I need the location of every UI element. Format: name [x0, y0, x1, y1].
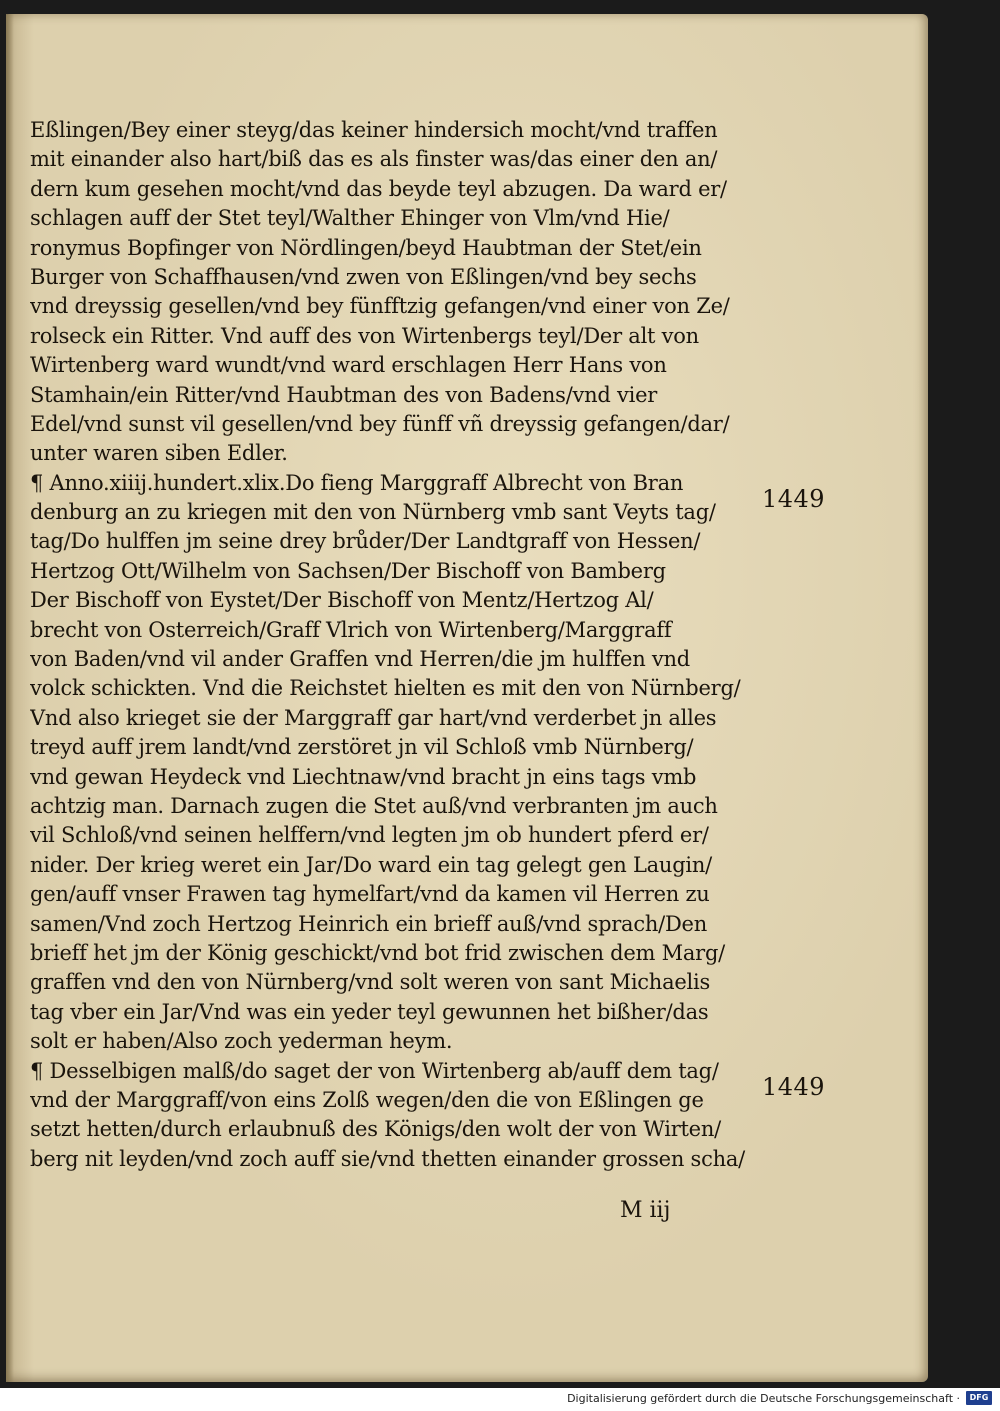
text-line: ¶ Desselbigen malß/do saget der von Wirtenberg ab/auff dem tag/ — [30, 1058, 719, 1083]
funding-note: Digitalisierung gefördert durch die Deutsche Forschungsgemeinschaft · — [567, 1392, 960, 1405]
text-line: graffen vnd den von Nürnberg/vnd solt weren von sant Michaelis — [30, 970, 710, 995]
text-line: vnd der Marggraff/von eins Zolß wegen/den die von Eßlingen ge — [30, 1087, 704, 1112]
text-line: brecht von Osterreich/Graff Vlrich von Wirtenberg/Marggraff — [30, 617, 672, 642]
text-line: schlagen auff der Stet teyl/Walther Ehinger von Vlm/vnd Hie/ — [30, 206, 670, 231]
dfg-logo-icon: DFG — [966, 1391, 992, 1405]
text-line: gen/auff vnser Frawen tag hymelfart/vnd da kamen vil Herren zu — [30, 882, 710, 907]
text-line: samen/Vnd zoch Hertzog Heinrich ein brieff auß/vnd sprach/Den — [30, 911, 707, 936]
page-spine-edge — [6, 14, 14, 1382]
body-text — [30, 116, 765, 1174]
text-line: Wirtenberg ward wundt/vnd ward erschlagen Herr Hans von — [30, 353, 667, 378]
text-line: achtzig man. Darnach zugen die Stet auß/vnd verbranten jm auch — [30, 793, 718, 818]
text-line: vnd gewan Heydeck vnd Liechtnaw/vnd bracht jn eins tags vmb — [30, 764, 697, 789]
text-line: unter waren siben Edler. — [30, 441, 288, 466]
margin-year-note: 1449 — [762, 485, 826, 513]
text-line: berg nit leyden/vnd zoch auff sie/vnd thetten einander grossen scha/ — [30, 1146, 745, 1171]
text-line: setzt hetten/durch erlaubnuß des Königs/den wolt der von Wirten/ — [30, 1117, 721, 1142]
text-line: ¶ Anno.xiiij.hundert.xlix.Do fieng Marggraff Albrecht von Bran — [30, 470, 684, 495]
text-line: mit einander also hart/biß das es als finster was/das einer den an/ — [30, 147, 718, 172]
text-line: Burger von Schaffhausen/vnd zwen von Eßlingen/vnd bey sechs — [30, 264, 697, 289]
text-line: dern kum gesehen mocht/vnd das beyde teyl abzugen. Da ward er/ — [30, 176, 727, 201]
text-line: von Baden/vnd vil ander Graffen vnd Herren/die jm hulffen vnd — [30, 647, 690, 672]
signature-mark: M iij — [620, 1198, 671, 1223]
text-line: Vnd also krieget sie der Marggraff gar hart/vnd verderbet jn alles — [30, 705, 717, 730]
text-line: rolseck ein Ritter. Vnd auff des von Wirtenbergs teyl/Der alt von — [30, 323, 699, 348]
text-line: Stamhain/ein Ritter/vnd Haubtman des von Badens/vnd vier — [30, 382, 658, 407]
text-line: vnd dreyssig gesellen/vnd bey fünfftzig gefangen/vnd einer von Ze/ — [30, 294, 730, 319]
text-line: solt er haben/Also zoch yederman heym. — [30, 1029, 453, 1054]
text-line: tag vber ein Jar/Vnd was ein yeder teyl gewunnen het bißher/das — [30, 999, 709, 1024]
text-line: ronymus Bopfinger von Nördlingen/beyd Haubtman der Stet/ein — [30, 235, 702, 260]
text-line: Eßlingen/Bey einer steyg/das keiner hindersich mocht/vnd traffen — [30, 118, 718, 142]
margin-year-note: 1449 — [762, 1073, 826, 1101]
text-line: Der Bischoff von Eystet/Der Bischoff von Mentz/Hertzog Al/ — [30, 588, 654, 613]
text-line: Hertzog Ott/Wilhelm von Sachsen/Der Bischoff von Bamberg — [30, 558, 666, 583]
text-line: vil Schloß/vnd seinen helffern/vnd legten jm ob hundert pferd er/ — [30, 823, 709, 848]
text-line: brieff het jm der König geschickt/vnd bot frid zwischen dem Marg/ — [30, 940, 725, 965]
text-line: Edel/vnd sunst vil gesellen/vnd bey fünff vñ dreyssig gefangen/dar/ — [30, 411, 730, 436]
text-line: volck schickten. Vnd die Reichstet hielten es mit den von Nürnberg/ — [30, 676, 741, 701]
text-line: treyd auff jrem landt/vnd zerstöret jn vil Schloß vmb Nürnberg/ — [30, 735, 694, 760]
text-line: tag/Do hulffen jm seine drey brůder/Der Landtgraff von Hessen/ — [30, 529, 701, 554]
text-line: denburg an zu kriegen mit den von Nürnberg vmb sant Veyts tag/ — [30, 500, 716, 525]
text-line: nider. Der krieg weret ein Jar/Do ward ein tag gelegt gen Laugin/ — [30, 852, 712, 877]
